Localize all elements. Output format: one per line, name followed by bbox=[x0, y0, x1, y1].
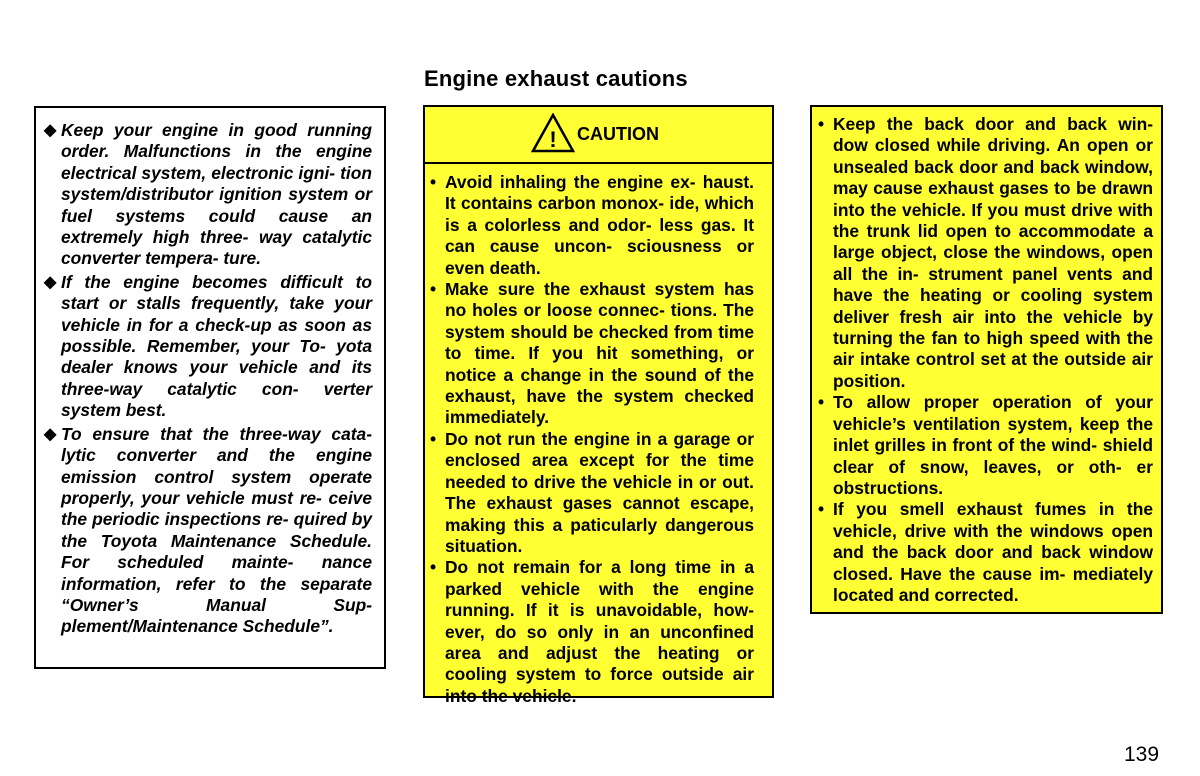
caution-text: Do not run the engine in a garage or enclosed area except for the time needed to drive the vehicle in or out. The exhaust gases cannot escape, making this a paticularly dangerous situation. bbox=[445, 428, 754, 556]
caution-item bbox=[430, 172, 754, 279]
bullet-dot: • bbox=[430, 557, 437, 578]
note-text: Keep your engine in good running order. Malfunctions in the engine electrical system, electronic igni- tion system/distributor ignition system or fuel systems could cause an extremely high three- way catalytic converter tempera- ture. bbox=[61, 120, 372, 269]
bullet-dot: • bbox=[818, 499, 825, 520]
note-item bbox=[44, 424, 372, 638]
caution-header bbox=[425, 107, 772, 164]
page-number: 139 bbox=[1124, 743, 1160, 766]
caution-text: If you smell exhaust fumes in the vehicle, drive with the windows open and the back door and back window closed. Have the cause im- mediately located and corrected. bbox=[833, 499, 1153, 605]
svg-text:!: ! bbox=[549, 127, 557, 152]
note-item bbox=[44, 272, 372, 422]
bullet-dot: • bbox=[430, 279, 437, 300]
page-heading: Engine exhaust cautions bbox=[424, 66, 688, 91]
caution-text: Avoid inhaling the engine ex- haust. It contains carbon monox- ide, which is a colorless and odor- less gas. It can cause uncon- sciousness or even death. bbox=[445, 172, 754, 278]
caution-text: Do not remain for a long time in a parked vehicle with the engine running. If it is unavoidable, how- ever, do so only in an unconfined area and adjust the heating or cooling system to force outside air into the vehicle. bbox=[445, 557, 754, 706]
note-item bbox=[44, 120, 372, 270]
note-text: To ensure that the three-way cata- lytic converter and the engine emission control system operate properly, your vehicle must re- ceive the periodic inspections re- quired by the Toyota Maintenance Schedule. For scheduled mainte- nance information, refer to the separate “Owner’s Manual Sup- plement/Maintenance Schedule”. bbox=[61, 423, 372, 637]
diamond-bullet-icon: ◆ bbox=[44, 122, 57, 139]
bullet-dot: • bbox=[818, 392, 825, 413]
warning-triangle-icon bbox=[531, 113, 575, 153]
caution-text: Keep the back door and back win- dow closed while driving. An open or unsealed back door and back window, may cause exhaust gases to be drawn into the vehicle. If you must drive with the trunk lid open to accommodate a large object, close the windows, open all the in- strument panel vents and have the heating or cooling system deliver fresh air into the vehicle by turning the fan to high speed with the air intake control set at the outside air position. bbox=[833, 114, 1153, 391]
caution-list bbox=[425, 164, 772, 707]
bullet-dot: • bbox=[818, 114, 825, 134]
notes-box bbox=[34, 106, 386, 669]
caution-item bbox=[430, 429, 754, 557]
caution-item bbox=[818, 392, 1153, 499]
diamond-bullet-icon: ◆ bbox=[44, 273, 57, 291]
caution-text: To allow proper operation of your vehicle’s ventilation system, keep the inlet grilles in front of the wind- shield clear of snow, leaves, or oth- er obstructions. bbox=[833, 392, 1153, 498]
caution-item bbox=[430, 279, 754, 429]
caution-box bbox=[423, 105, 774, 706]
bullet-dot: • bbox=[430, 428, 437, 449]
note-text: If the engine becomes difficult to start or stalls frequently, take your vehicle in for a check-up as soon as possible. Remember, your To- yota dealer knows your vehicle and its three-way catalytic con- verter system best. bbox=[61, 271, 372, 421]
diamond-bullet-icon: ◆ bbox=[44, 425, 57, 443]
caution-item bbox=[818, 114, 1153, 392]
caution-continued-box bbox=[810, 105, 1163, 614]
caution-text: Make sure the exhaust system has no holes or loose connec- tions. The system should be checked from time to time. If you hit something, or notice a change in the sound of the exhaust, have the system checked immediately. bbox=[445, 279, 754, 428]
caution-item bbox=[818, 499, 1153, 606]
caution-item bbox=[430, 557, 754, 707]
bullet-dot: • bbox=[430, 172, 437, 192]
caution-label: CAUTION bbox=[577, 124, 659, 144]
